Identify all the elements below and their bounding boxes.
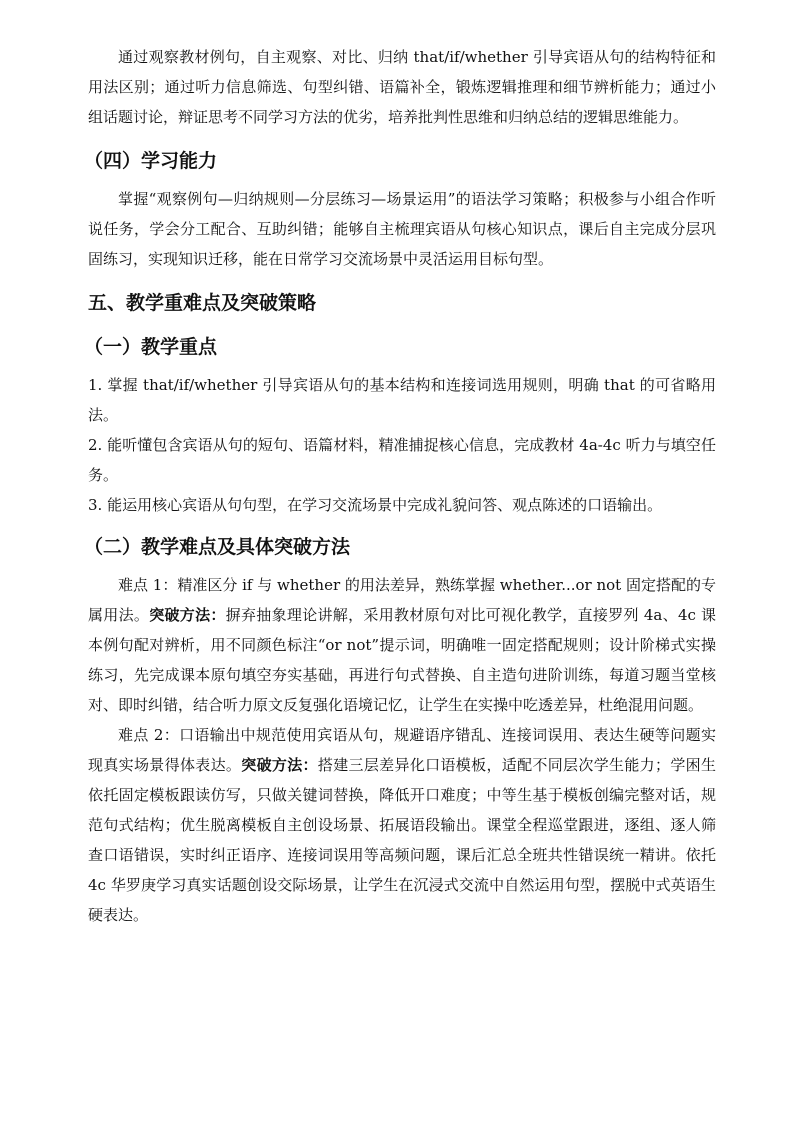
difficulty-1-intro: 难点 1：精准区分 if 与 whether 的用法差异，熟练掌握 whether...or not 固定搭配的专属用法。: [88, 576, 716, 624]
learning-ability-paragraph: 掌握“观察例句—归纳规则—分层练习—场景运用”的语法学习策略；积极参与小组合作听说任务，学会分工配合、互助纠错；能够自主梳理宾语从句核心知识点，课后自主完成分层巩固练习，实现知识迁移，能在日常学习交流场景中灵活运用目标句型。: [88, 190, 716, 268]
key-point-3: 3. 能运用核心宾语从句句型，在学习交流场景中完成礼貌问答、观点陈述的口语输出。: [88, 496, 663, 514]
difficult-points-heading: （二）教学难点及具体突破方法: [84, 536, 351, 558]
key-points-heading: （一）教学重点: [84, 336, 218, 358]
section-5-heading: 五、教学重难点及突破策略: [88, 292, 317, 314]
document-page: [84, 42, 716, 930]
difficulty-2-method-body: 搭建三层差异化口语模板，适配不同层次学生能力；学困生依托固定模板跟读仿写，只做关键词替换，降低开口难度；中等生基于模板创编完整对话，规范句式结构；优生脱离模板自主创设场景、拓展语段输出。课堂全程巡堂跟进，逐组、逐人筛查口语错误，实时纠正语序、连接词误用等高频问题，课后汇总全班共性错误统一精讲。依托 4c 华罗庚学习真实话题创设交际场景，让学生在沉浸式交流中自然运用句型，摆脱中式英语生硬表达。: [88, 756, 716, 924]
difficulty-1-method-label: 突破方法：: [149, 606, 226, 624]
difficulty-2-intro: 难点 2：口语输出中规范使用宾语从句，规避语序错乱、连接词误用、表达生硬等问题实现真实场景得体表达。: [88, 726, 716, 774]
difficulty-1-paragraph: [88, 570, 716, 720]
key-point-2: 2. 能听懂包含宾语从句的短句、语篇材料，精准捕捉核心信息，完成教材 4a-4c 听力与填空任务。: [88, 436, 716, 484]
thinking-quality-paragraph: 通过观察教材例句，自主观察、对比、归纳 that/if/whether 引导宾语从句的结构特征和用法区别；通过听力信息筛选、句型纠错、语篇补全，锻炼逻辑推理和细节辨析能力；通过小组话题讨论，辩证思考不同学习方法的优劣，培养批判性思维和归纳总结的逻辑思维能力。: [88, 48, 716, 126]
learning-ability-heading: （四）学习能力: [84, 150, 218, 172]
difficulty-2-paragraph: [88, 720, 716, 930]
key-point-1: 1. 掌握 that/if/whether 引导宾语从句的基本结构和连接词选用规则，明确 that 的可省略用法。: [88, 376, 716, 424]
difficulty-1-method-body: 摒弃抽象理论讲解，采用教材原句对比可视化教学，直接罗列 4a、4c 课本例句配对辨析，用不同颜色标注“or not”提示词，明确唯一固定搭配规则；设计阶梯式实操练习，先完成课本原句填空夯实基础，再进行句式替换、自主造句进阶训练，每道习题当堂核对、即时纠错，结合听力原文反复强化语境记忆，让学生在实操中吃透差异，杜绝混用问题。: [88, 606, 716, 714]
difficulty-2-method-label: 突破方法：: [241, 756, 318, 774]
